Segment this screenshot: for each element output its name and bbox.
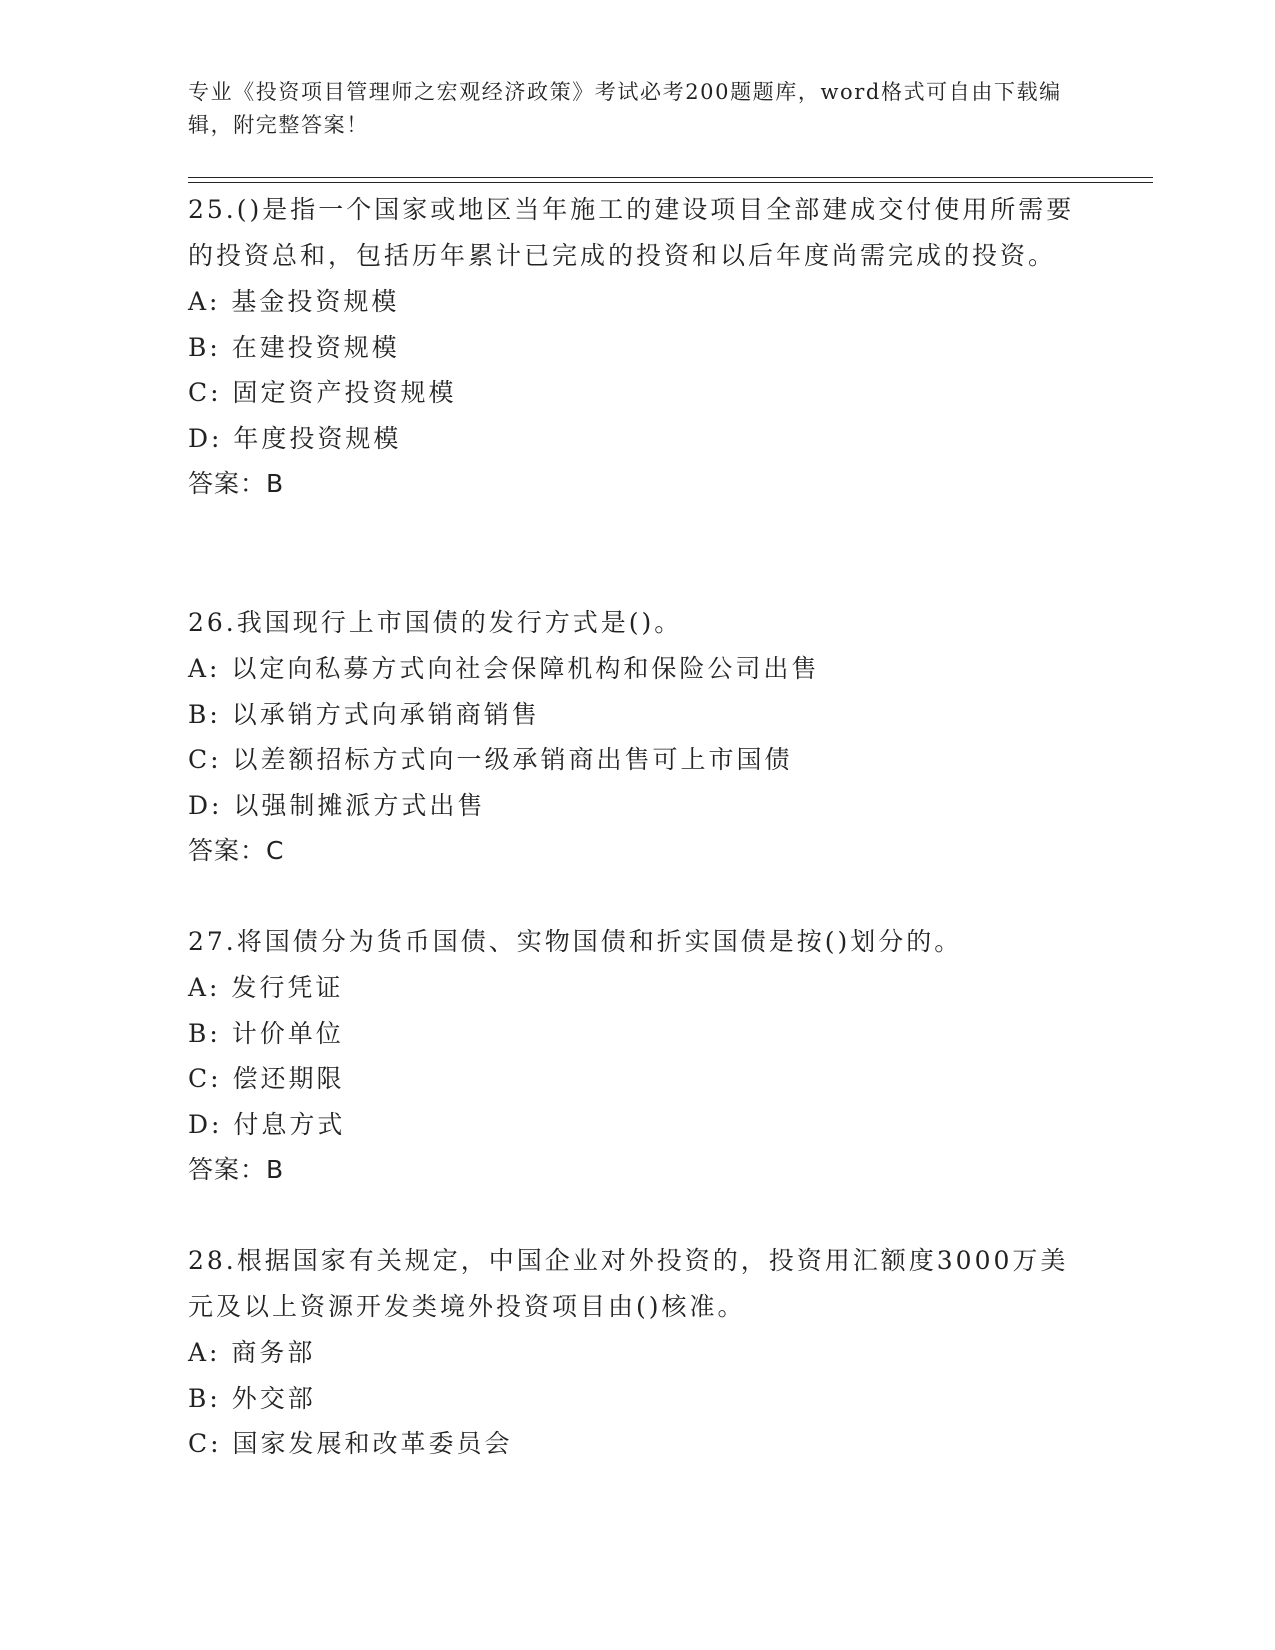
option-b: B: 计价单位: [188, 1018, 344, 1048]
question-stem: 27.将国债分为货币国债、实物国债和折实国债是按()划分的。: [188, 927, 963, 956]
option-d: D: 年度投资规模: [188, 423, 402, 453]
option-d: D: 付息方式: [188, 1109, 346, 1139]
question-28: [188, 1238, 1088, 1467]
question-stem: 28.根据国家有关规定，中国企业对外投资的，投资用汇额度3000万美元及以上资源开发类境外投资项目由()核准。: [188, 1246, 1069, 1321]
option-b: B: 以承销方式向承销商销售: [188, 699, 540, 729]
option-c: C: 固定资产投资规模: [188, 378, 457, 407]
option-a: A: 商务部: [188, 1338, 316, 1367]
question-stem: 26.我国现行上市国债的发行方式是()。: [188, 608, 683, 637]
option-b: B: 在建投资规模: [188, 332, 400, 362]
header-divider-top: [188, 177, 1153, 178]
question-25: [188, 187, 1088, 507]
answer-line: 答案：B: [188, 469, 285, 498]
option-a: A: 以定向私募方式向社会保障机构和保险公司出售: [188, 654, 820, 683]
question-stem: 25.()是指一个国家或地区当年施工的建设项目全部建成交付使用所需要的投资总和，包括历年累计已完成的投资和以后年度尚需完成的投资。: [188, 195, 1075, 270]
option-c: C: 偿还期限: [188, 1064, 345, 1093]
answer-line: 答案：C: [188, 836, 285, 865]
question-26: [188, 600, 1088, 874]
document-intro: 专业《投资项目管理师之宏观经济政策》考试必考200题题库，word格式可自由下载编辑，附完整答案！: [188, 80, 1062, 137]
option-c: C: 国家发展和改革委员会: [188, 1429, 513, 1458]
option-a: A: 发行凭证: [188, 973, 344, 1002]
question-27: [188, 919, 1088, 1193]
option-c: C: 以差额招标方式向一级承销商出售可上市国债: [188, 745, 793, 774]
option-d: D: 以强制摊派方式出售: [188, 790, 486, 820]
option-b: B: 外交部: [188, 1383, 316, 1413]
answer-line: 答案：B: [188, 1155, 285, 1184]
header-divider-bottom: [188, 182, 1153, 183]
option-a: A: 基金投资规模: [188, 287, 400, 316]
